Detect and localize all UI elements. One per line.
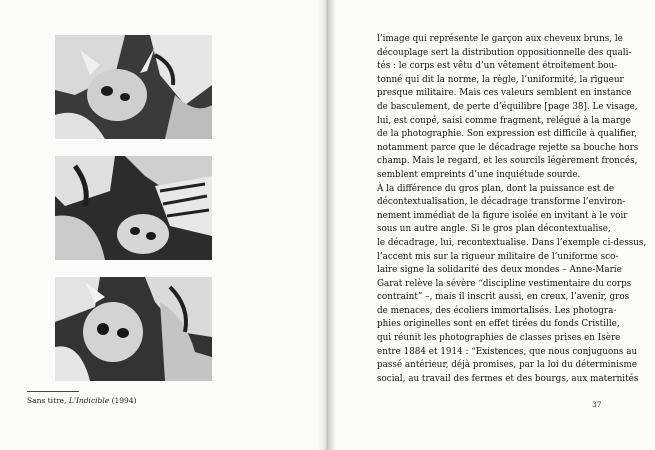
photo-panel-bottom: [55, 277, 212, 381]
photo-image: [55, 35, 212, 139]
caption-rule: [27, 391, 79, 392]
text-line: laire signe la solidarité des deux mondes – Anne-Marie: [377, 265, 622, 276]
text-line: de menaces, des écoliers immortalisés. Les photogra-: [377, 305, 617, 316]
text-line: semblent empreints d’une inquiétude sourde.: [377, 169, 581, 180]
text-line: phies originelles sont en effet tirées du fonds Cristille,: [377, 319, 620, 330]
text-line: contraint” –, mais il inscrit aussi, en creux, l’avenir, gros: [377, 292, 630, 303]
text-line: lui, est coupé, saisi comme fragment, relégué à la marge: [377, 115, 631, 126]
text-line: À la différence du gros plan, dont la puissance est de: [377, 183, 615, 194]
page-number: 37: [592, 400, 602, 409]
text-line: social, au travail des fermes et des bourgs, aux maternités: [377, 373, 639, 384]
text-line: décontextualisation, le décadrage transforme l’environ-: [377, 197, 626, 208]
text-line: nement immédiat de la figure isolée en invitant à le voir: [377, 210, 628, 221]
photo-panel-middle: [55, 156, 212, 260]
text-line: de basculement, de perte d’équilibre [page 38]. Le visage,: [377, 101, 638, 112]
photo-panel-top: [55, 35, 212, 139]
left-page: [0, 0, 326, 450]
caption-main: Sans titre,: [27, 396, 69, 405]
body-text: [377, 33, 647, 386]
text-line: passé antérieur, déjà promises, par la loi du déterminisme: [377, 360, 638, 371]
text-line: notamment parce que le décadrage rejette sa bouche hors: [377, 142, 639, 153]
text-line: sous un autre angle. Si le gros plan décontextualise,: [377, 224, 611, 235]
photo-image: [55, 277, 212, 381]
text-line: découplage sert la distribution oppositionnelle des quali-: [377, 47, 632, 58]
text-line: l’image qui représente le garçon aux cheveux bruns, le: [377, 34, 623, 44]
text-line: presque militaire. Mais ces valeurs semblent en instance: [377, 88, 632, 99]
photo-caption: [27, 396, 137, 405]
text-line: tonné qui dit la norme, la règle, l’uniformité, la rigueur: [377, 74, 624, 85]
text-line: Garat relève la sévère “discipline vestimentaire du corps: [377, 278, 632, 289]
text-line: de la photographie. Son expression est difficile à qualifier,: [377, 129, 637, 140]
caption-year: (1994): [109, 396, 137, 405]
text-line: l’accent mis sur la rigueur militaire de l’uniforme sco-: [377, 251, 619, 262]
caption-title: L'Indicible: [68, 396, 110, 405]
photo-image: [55, 156, 212, 260]
text-line: tés : le corps est vêtu d’un vêtement étroitement bou-: [377, 61, 618, 72]
book-gutter: [318, 0, 336, 450]
text-line: entre 1884 et 1914 : “Existences, que nous conjuguons au: [377, 346, 638, 357]
text-line: le décadrage, lui, recontextualise. Dans l’exemple ci-dessus,: [377, 237, 647, 248]
text-line: qui réunit les photographies de classes prises en Isère: [377, 333, 621, 344]
text-line: champ. Mais le regard, et les sourcils légèrement froncés,: [377, 156, 638, 167]
